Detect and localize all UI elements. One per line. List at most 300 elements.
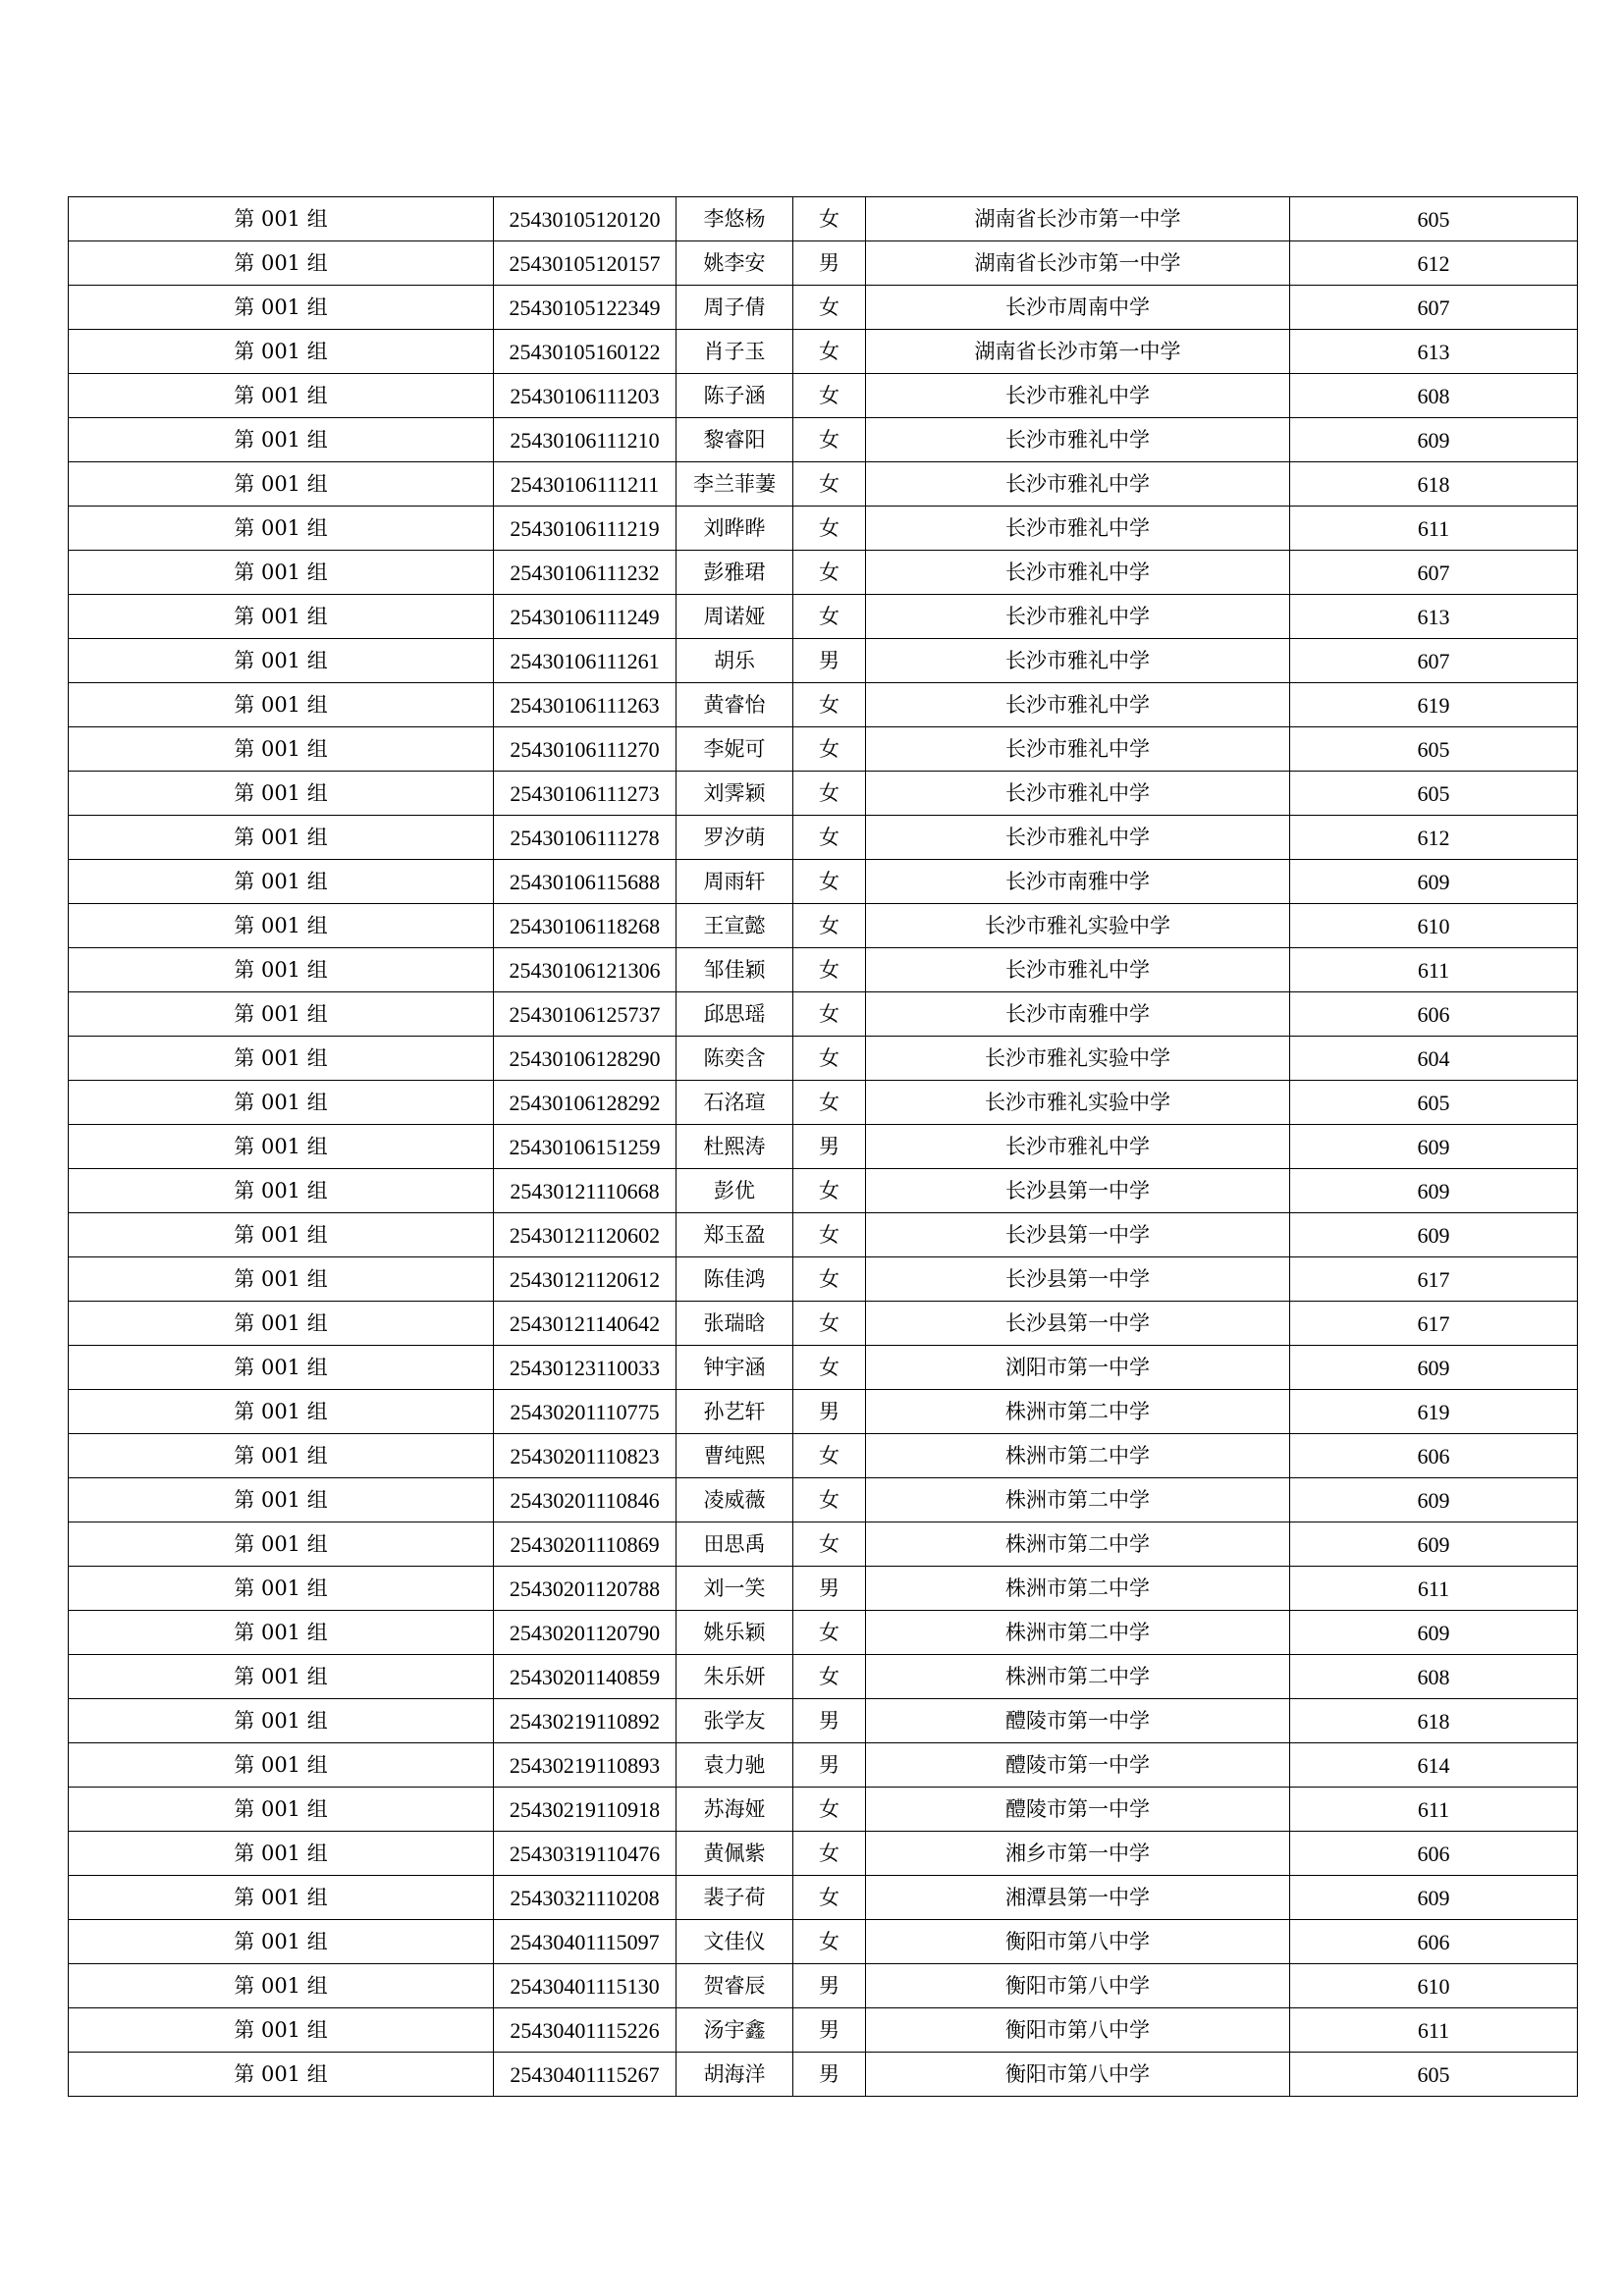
gender-cell: 男 <box>793 2008 866 2053</box>
score-cell: 610 <box>1290 904 1578 948</box>
school-cell: 衡阳市第八中学 <box>866 2053 1290 2097</box>
gender-cell: 女 <box>793 948 866 992</box>
name-cell: 彭雅珺 <box>677 551 793 595</box>
score-cell: 605 <box>1290 197 1578 241</box>
id-cell: 25430201110846 <box>494 1478 677 1522</box>
score-cell: 609 <box>1290 1169 1578 1213</box>
name-cell: 张学友 <box>677 1699 793 1743</box>
table-row <box>69 683 1578 727</box>
id-cell: 25430401115130 <box>494 1964 677 2008</box>
table-row <box>69 992 1578 1037</box>
name-cell: 胡乐 <box>677 639 793 683</box>
table-row <box>69 418 1578 462</box>
group-cell: 第 001 组 <box>69 1081 494 1125</box>
score-cell: 609 <box>1290 860 1578 904</box>
school-cell: 湖南省长沙市第一中学 <box>866 241 1290 286</box>
name-cell: 陈奕含 <box>677 1037 793 1081</box>
gender-cell: 女 <box>793 727 866 772</box>
school-cell: 醴陵市第一中学 <box>866 1788 1290 1832</box>
name-cell: 周诺娅 <box>677 595 793 639</box>
score-cell: 606 <box>1290 1434 1578 1478</box>
id-cell: 25430106111273 <box>494 772 677 816</box>
name-cell: 刘霁颖 <box>677 772 793 816</box>
table-row <box>69 330 1578 374</box>
gender-cell: 女 <box>793 197 866 241</box>
gender-cell: 男 <box>793 639 866 683</box>
name-cell: 肖子玉 <box>677 330 793 374</box>
school-cell: 长沙市雅礼中学 <box>866 551 1290 595</box>
gender-cell: 女 <box>793 1920 866 1964</box>
score-cell: 608 <box>1290 1655 1578 1699</box>
group-cell: 第 001 组 <box>69 1699 494 1743</box>
school-cell: 湖南省长沙市第一中学 <box>866 330 1290 374</box>
group-cell: 第 001 组 <box>69 683 494 727</box>
score-cell: 611 <box>1290 507 1578 551</box>
id-cell: 25430106151259 <box>494 1125 677 1169</box>
gender-cell: 男 <box>793 1743 866 1788</box>
table-row <box>69 772 1578 816</box>
group-cell: 第 001 组 <box>69 1876 494 1920</box>
school-cell: 湘潭县第一中学 <box>866 1876 1290 1920</box>
school-cell: 湘乡市第一中学 <box>866 1832 1290 1876</box>
id-cell: 25430219110892 <box>494 1699 677 1743</box>
gender-cell: 女 <box>793 507 866 551</box>
id-cell: 25430106128290 <box>494 1037 677 1081</box>
score-cell: 614 <box>1290 1743 1578 1788</box>
name-cell: 邱思瑶 <box>677 992 793 1037</box>
table-row <box>69 948 1578 992</box>
id-cell: 25430106111203 <box>494 374 677 418</box>
id-cell: 25430106111278 <box>494 816 677 860</box>
score-cell: 606 <box>1290 1832 1578 1876</box>
school-cell: 长沙县第一中学 <box>866 1302 1290 1346</box>
name-cell: 石洺瑄 <box>677 1081 793 1125</box>
group-cell: 第 001 组 <box>69 1434 494 1478</box>
gender-cell: 女 <box>793 1876 866 1920</box>
group-cell: 第 001 组 <box>69 1125 494 1169</box>
name-cell: 罗汐萌 <box>677 816 793 860</box>
name-cell: 钟宇涵 <box>677 1346 793 1390</box>
score-cell: 618 <box>1290 1699 1578 1743</box>
table-row <box>69 904 1578 948</box>
name-cell: 黄睿怡 <box>677 683 793 727</box>
gender-cell: 男 <box>793 1567 866 1611</box>
score-cell: 611 <box>1290 1788 1578 1832</box>
id-cell: 25430121140642 <box>494 1302 677 1346</box>
group-cell: 第 001 组 <box>69 816 494 860</box>
score-cell: 609 <box>1290 1346 1578 1390</box>
id-cell: 25430123110033 <box>494 1346 677 1390</box>
score-cell: 609 <box>1290 1125 1578 1169</box>
name-cell: 郑玉盈 <box>677 1213 793 1257</box>
gender-cell: 男 <box>793 241 866 286</box>
group-cell: 第 001 组 <box>69 904 494 948</box>
gender-cell: 女 <box>793 1434 866 1478</box>
name-cell: 裴子荷 <box>677 1876 793 1920</box>
name-cell: 周雨轩 <box>677 860 793 904</box>
gender-cell: 女 <box>793 462 866 507</box>
name-cell: 胡海洋 <box>677 2053 793 2097</box>
school-cell: 株洲市第二中学 <box>866 1655 1290 1699</box>
id-cell: 25430121120612 <box>494 1257 677 1302</box>
group-cell: 第 001 组 <box>69 639 494 683</box>
table-row <box>69 1390 1578 1434</box>
school-cell: 株洲市第二中学 <box>866 1567 1290 1611</box>
name-cell: 周子倩 <box>677 286 793 330</box>
table-row <box>69 1964 1578 2008</box>
group-cell: 第 001 组 <box>69 1655 494 1699</box>
gender-cell: 女 <box>793 1213 866 1257</box>
table-row <box>69 1346 1578 1390</box>
school-cell: 长沙市南雅中学 <box>866 860 1290 904</box>
table-row <box>69 2008 1578 2053</box>
table-row <box>69 1832 1578 1876</box>
id-cell: 25430106125737 <box>494 992 677 1037</box>
gender-cell: 女 <box>793 1346 866 1390</box>
score-cell: 610 <box>1290 1964 1578 2008</box>
group-cell: 第 001 组 <box>69 1213 494 1257</box>
score-cell: 605 <box>1290 772 1578 816</box>
gender-cell: 男 <box>793 1125 866 1169</box>
group-cell: 第 001 组 <box>69 1037 494 1081</box>
name-cell: 邹佳颖 <box>677 948 793 992</box>
school-cell: 长沙市周南中学 <box>866 286 1290 330</box>
school-cell: 长沙市雅礼中学 <box>866 1125 1290 1169</box>
table-row <box>69 2053 1578 2097</box>
group-cell: 第 001 组 <box>69 595 494 639</box>
student-table <box>68 196 1578 2097</box>
table-row <box>69 462 1578 507</box>
name-cell: 田思禹 <box>677 1522 793 1567</box>
name-cell: 文佳仪 <box>677 1920 793 1964</box>
school-cell: 衡阳市第八中学 <box>866 1964 1290 2008</box>
id-cell: 25430319110476 <box>494 1832 677 1876</box>
name-cell: 刘晔晔 <box>677 507 793 551</box>
gender-cell: 女 <box>793 772 866 816</box>
group-cell: 第 001 组 <box>69 1478 494 1522</box>
table-row <box>69 1567 1578 1611</box>
table-row <box>69 1876 1578 1920</box>
name-cell: 汤宇鑫 <box>677 2008 793 2053</box>
table-row <box>69 1213 1578 1257</box>
score-cell: 606 <box>1290 992 1578 1037</box>
id-cell: 25430219110893 <box>494 1743 677 1788</box>
id-cell: 25430401115267 <box>494 2053 677 2097</box>
table-row <box>69 1920 1578 1964</box>
group-cell: 第 001 组 <box>69 1832 494 1876</box>
name-cell: 彭优 <box>677 1169 793 1213</box>
school-cell: 长沙市雅礼中学 <box>866 683 1290 727</box>
table-row <box>69 595 1578 639</box>
group-cell: 第 001 组 <box>69 1788 494 1832</box>
school-cell: 衡阳市第八中学 <box>866 1920 1290 1964</box>
name-cell: 曹纯熙 <box>677 1434 793 1478</box>
score-cell: 608 <box>1290 374 1578 418</box>
table-row <box>69 1081 1578 1125</box>
score-cell: 617 <box>1290 1257 1578 1302</box>
gender-cell: 女 <box>793 286 866 330</box>
score-cell: 607 <box>1290 286 1578 330</box>
id-cell: 25430106111261 <box>494 639 677 683</box>
school-cell: 长沙市雅礼中学 <box>866 462 1290 507</box>
gender-cell: 女 <box>793 1655 866 1699</box>
score-cell: 613 <box>1290 330 1578 374</box>
id-cell: 25430106111219 <box>494 507 677 551</box>
id-cell: 25430106111210 <box>494 418 677 462</box>
table-row <box>69 1125 1578 1169</box>
id-cell: 25430106111211 <box>494 462 677 507</box>
id-cell: 25430106121306 <box>494 948 677 992</box>
name-cell: 李兰菲萋 <box>677 462 793 507</box>
id-cell: 25430401115226 <box>494 2008 677 2053</box>
group-cell: 第 001 组 <box>69 992 494 1037</box>
gender-cell: 女 <box>793 1522 866 1567</box>
table-row <box>69 1302 1578 1346</box>
school-cell: 长沙市雅礼实验中学 <box>866 1081 1290 1125</box>
group-cell: 第 001 组 <box>69 197 494 241</box>
school-cell: 长沙市雅礼实验中学 <box>866 1037 1290 1081</box>
gender-cell: 男 <box>793 1390 866 1434</box>
school-cell: 长沙市雅礼中学 <box>866 772 1290 816</box>
score-cell: 609 <box>1290 1522 1578 1567</box>
name-cell: 王宣懿 <box>677 904 793 948</box>
group-cell: 第 001 组 <box>69 507 494 551</box>
gender-cell: 女 <box>793 1832 866 1876</box>
gender-cell: 女 <box>793 1478 866 1522</box>
table-row <box>69 197 1578 241</box>
group-cell: 第 001 组 <box>69 418 494 462</box>
name-cell: 孙艺轩 <box>677 1390 793 1434</box>
score-cell: 612 <box>1290 241 1578 286</box>
school-cell: 长沙市雅礼中学 <box>866 727 1290 772</box>
score-cell: 609 <box>1290 1213 1578 1257</box>
group-cell: 第 001 组 <box>69 1302 494 1346</box>
school-cell: 醴陵市第一中学 <box>866 1699 1290 1743</box>
id-cell: 25430106111263 <box>494 683 677 727</box>
gender-cell: 女 <box>793 860 866 904</box>
score-cell: 604 <box>1290 1037 1578 1081</box>
id-cell: 25430105160122 <box>494 330 677 374</box>
name-cell: 凌威薇 <box>677 1478 793 1522</box>
school-cell: 长沙市雅礼中学 <box>866 374 1290 418</box>
gender-cell: 女 <box>793 374 866 418</box>
id-cell: 25430106128292 <box>494 1081 677 1125</box>
gender-cell: 女 <box>793 816 866 860</box>
id-cell: 25430105120120 <box>494 197 677 241</box>
group-cell: 第 001 组 <box>69 286 494 330</box>
school-cell: 长沙市雅礼中学 <box>866 639 1290 683</box>
table-body <box>69 197 1578 2097</box>
gender-cell: 女 <box>793 330 866 374</box>
id-cell: 25430201120790 <box>494 1611 677 1655</box>
table-row <box>69 860 1578 904</box>
name-cell: 李悠杨 <box>677 197 793 241</box>
gender-cell: 女 <box>793 1302 866 1346</box>
group-cell: 第 001 组 <box>69 1390 494 1434</box>
gender-cell: 男 <box>793 1964 866 2008</box>
id-cell: 25430201140859 <box>494 1655 677 1699</box>
table-row <box>69 507 1578 551</box>
group-cell: 第 001 组 <box>69 330 494 374</box>
school-cell: 浏阳市第一中学 <box>866 1346 1290 1390</box>
table-row <box>69 1257 1578 1302</box>
score-cell: 607 <box>1290 551 1578 595</box>
group-cell: 第 001 组 <box>69 1611 494 1655</box>
school-cell: 长沙市雅礼中学 <box>866 418 1290 462</box>
group-cell: 第 001 组 <box>69 1346 494 1390</box>
group-cell: 第 001 组 <box>69 860 494 904</box>
table-row <box>69 1611 1578 1655</box>
table-row <box>69 1655 1578 1699</box>
id-cell: 25430401115097 <box>494 1920 677 1964</box>
group-cell: 第 001 组 <box>69 948 494 992</box>
name-cell: 朱乐妍 <box>677 1655 793 1699</box>
table-row <box>69 1522 1578 1567</box>
id-cell: 25430106111232 <box>494 551 677 595</box>
table-row <box>69 727 1578 772</box>
table-row <box>69 374 1578 418</box>
group-cell: 第 001 组 <box>69 2008 494 2053</box>
score-cell: 617 <box>1290 1302 1578 1346</box>
id-cell: 25430106111249 <box>494 595 677 639</box>
school-cell: 长沙市雅礼中学 <box>866 595 1290 639</box>
school-cell: 长沙市南雅中学 <box>866 992 1290 1037</box>
table-row <box>69 286 1578 330</box>
school-cell: 湖南省长沙市第一中学 <box>866 197 1290 241</box>
table-row <box>69 1037 1578 1081</box>
school-cell: 株洲市第二中学 <box>866 1611 1290 1655</box>
id-cell: 25430201110823 <box>494 1434 677 1478</box>
score-cell: 609 <box>1290 1611 1578 1655</box>
name-cell: 黄佩紫 <box>677 1832 793 1876</box>
school-cell: 衡阳市第八中学 <box>866 2008 1290 2053</box>
group-cell: 第 001 组 <box>69 772 494 816</box>
table-row <box>69 1743 1578 1788</box>
gender-cell: 女 <box>793 683 866 727</box>
id-cell: 25430321110208 <box>494 1876 677 1920</box>
school-cell: 株洲市第二中学 <box>866 1522 1290 1567</box>
gender-cell: 女 <box>793 1169 866 1213</box>
school-cell: 长沙市雅礼中学 <box>866 507 1290 551</box>
score-cell: 612 <box>1290 816 1578 860</box>
name-cell: 陈佳鸿 <box>677 1257 793 1302</box>
id-cell: 25430105120157 <box>494 241 677 286</box>
score-cell: 613 <box>1290 595 1578 639</box>
gender-cell: 男 <box>793 2053 866 2097</box>
id-cell: 25430106115688 <box>494 860 677 904</box>
score-cell: 606 <box>1290 1920 1578 1964</box>
name-cell: 陈子涵 <box>677 374 793 418</box>
score-cell: 605 <box>1290 1081 1578 1125</box>
group-cell: 第 001 组 <box>69 1964 494 2008</box>
name-cell: 苏海娅 <box>677 1788 793 1832</box>
group-cell: 第 001 组 <box>69 1567 494 1611</box>
id-cell: 25430105122349 <box>494 286 677 330</box>
table-row <box>69 1478 1578 1522</box>
school-cell: 长沙市雅礼实验中学 <box>866 904 1290 948</box>
score-cell: 605 <box>1290 2053 1578 2097</box>
id-cell: 25430201120788 <box>494 1567 677 1611</box>
name-cell: 贺睿辰 <box>677 1964 793 2008</box>
score-cell: 619 <box>1290 1390 1578 1434</box>
id-cell: 25430121120602 <box>494 1213 677 1257</box>
group-cell: 第 001 组 <box>69 1169 494 1213</box>
table-row <box>69 241 1578 286</box>
name-cell: 姚李安 <box>677 241 793 286</box>
group-cell: 第 001 组 <box>69 1257 494 1302</box>
gender-cell: 女 <box>793 418 866 462</box>
name-cell: 刘一笑 <box>677 1567 793 1611</box>
group-cell: 第 001 组 <box>69 1522 494 1567</box>
name-cell: 袁力驰 <box>677 1743 793 1788</box>
gender-cell: 女 <box>793 992 866 1037</box>
score-cell: 609 <box>1290 1876 1578 1920</box>
table-row <box>69 816 1578 860</box>
group-cell: 第 001 组 <box>69 241 494 286</box>
school-cell: 株洲市第二中学 <box>866 1390 1290 1434</box>
table-row <box>69 1699 1578 1743</box>
school-cell: 长沙市雅礼中学 <box>866 816 1290 860</box>
table-row <box>69 1169 1578 1213</box>
name-cell: 姚乐颖 <box>677 1611 793 1655</box>
table-row <box>69 639 1578 683</box>
gender-cell: 女 <box>793 551 866 595</box>
name-cell: 李妮可 <box>677 727 793 772</box>
name-cell: 杜熙涛 <box>677 1125 793 1169</box>
score-cell: 611 <box>1290 2008 1578 2053</box>
score-cell: 619 <box>1290 683 1578 727</box>
score-cell: 618 <box>1290 462 1578 507</box>
score-cell: 611 <box>1290 1567 1578 1611</box>
id-cell: 25430106111270 <box>494 727 677 772</box>
score-cell: 609 <box>1290 1478 1578 1522</box>
gender-cell: 女 <box>793 904 866 948</box>
gender-cell: 女 <box>793 1257 866 1302</box>
school-cell: 长沙县第一中学 <box>866 1169 1290 1213</box>
school-cell: 株洲市第二中学 <box>866 1478 1290 1522</box>
table-row <box>69 551 1578 595</box>
name-cell: 黎睿阳 <box>677 418 793 462</box>
gender-cell: 女 <box>793 595 866 639</box>
table-row <box>69 1434 1578 1478</box>
table-row <box>69 1788 1578 1832</box>
name-cell: 张瑞晗 <box>677 1302 793 1346</box>
gender-cell: 女 <box>793 1788 866 1832</box>
group-cell: 第 001 组 <box>69 727 494 772</box>
group-cell: 第 001 组 <box>69 551 494 595</box>
score-cell: 609 <box>1290 418 1578 462</box>
school-cell: 长沙县第一中学 <box>866 1213 1290 1257</box>
id-cell: 25430201110775 <box>494 1390 677 1434</box>
score-cell: 605 <box>1290 727 1578 772</box>
school-cell: 株洲市第二中学 <box>866 1434 1290 1478</box>
school-cell: 长沙市雅礼中学 <box>866 948 1290 992</box>
group-cell: 第 001 组 <box>69 462 494 507</box>
group-cell: 第 001 组 <box>69 1743 494 1788</box>
id-cell: 25430219110918 <box>494 1788 677 1832</box>
id-cell: 25430121110668 <box>494 1169 677 1213</box>
group-cell: 第 001 组 <box>69 2053 494 2097</box>
gender-cell: 女 <box>793 1611 866 1655</box>
id-cell: 25430106118268 <box>494 904 677 948</box>
group-cell: 第 001 组 <box>69 374 494 418</box>
gender-cell: 女 <box>793 1081 866 1125</box>
score-cell: 611 <box>1290 948 1578 992</box>
id-cell: 25430201110869 <box>494 1522 677 1567</box>
school-cell: 长沙县第一中学 <box>866 1257 1290 1302</box>
school-cell: 醴陵市第一中学 <box>866 1743 1290 1788</box>
gender-cell: 女 <box>793 1037 866 1081</box>
